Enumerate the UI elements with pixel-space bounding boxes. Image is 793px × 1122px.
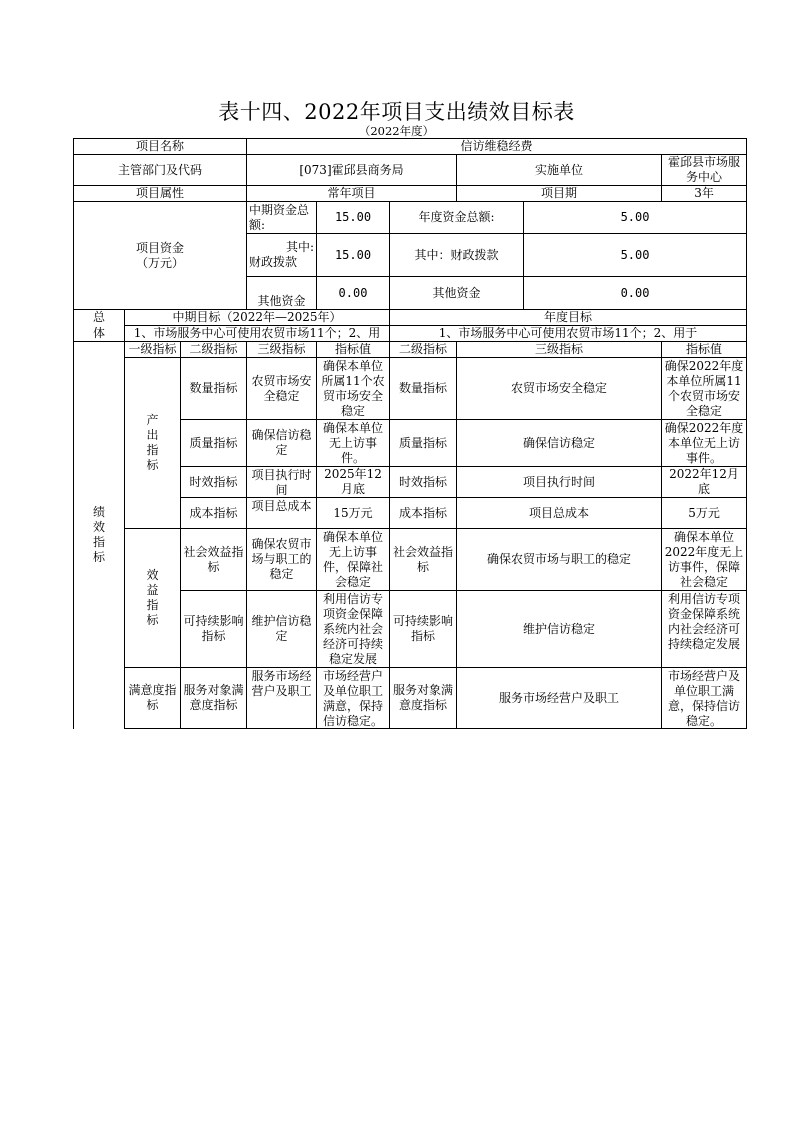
row-indicator-header <box>74 342 747 358</box>
level2-year-cell: 成本指标 <box>390 498 457 529</box>
group-char: 指 <box>146 443 159 457</box>
funds-label <box>74 202 247 310</box>
level3-year-cell: 农贸市场安全稳定 <box>457 358 662 420</box>
group-char: 出 <box>146 428 159 442</box>
mid-goal-text: 1、市场服务中心可使用农贸市场11个；2、用 <box>125 326 390 342</box>
dept-value: [073]霍邱县商务局 <box>247 155 457 186</box>
row-department <box>74 155 747 186</box>
level3-cell: 项目执行时间 <box>247 467 317 498</box>
group-char: 标 <box>146 458 159 472</box>
value-year-cell: 5万元 <box>662 498 747 529</box>
level2-year-cell: 社会效益指标 <box>390 529 457 591</box>
level3-cell: 确保信访稳定 <box>247 420 317 467</box>
group-char: 指 <box>146 598 159 612</box>
impl-unit-label: 实施单位 <box>457 155 662 186</box>
header-level2: 二级指标 <box>181 342 247 358</box>
value-year-cell: 利用信访专项资金保障系统内社会经济可持续稳定发展 <box>662 591 747 668</box>
row-project-name <box>74 139 747 155</box>
group-char: 益 <box>146 583 159 597</box>
header-value-year: 指标值 <box>662 342 747 358</box>
mid-fiscal-label-1: 其中: <box>285 240 314 254</box>
indicators-side-char: 绩 <box>92 505 105 520</box>
table-row <box>74 529 747 591</box>
level2-cell: 数量指标 <box>181 358 247 420</box>
satisfaction-group-label: 满意度指标 <box>125 668 181 729</box>
mid-other-label: 其他资金 <box>247 277 317 310</box>
level2-cell: 成本指标 <box>181 498 247 529</box>
attr-value: 常年项目 <box>247 186 457 202</box>
value-cell: 确保本单位无上访事件。 <box>317 420 390 467</box>
indicators-side-char: 指 <box>92 535 105 550</box>
funds-label-line2: （万元） <box>135 255 184 270</box>
level2-cell: 可持续影响指标 <box>181 591 247 668</box>
value-cell: 市场经营户及单位职工满意，保持信访稳定。 <box>317 668 390 729</box>
group-char: 效 <box>146 568 159 582</box>
level2-cell: 服务对象满意度指标 <box>181 668 247 729</box>
indicators-side-char: 标 <box>92 550 105 565</box>
level3-year-cell: 项目总成本 <box>457 498 662 529</box>
period-label: 项目期 <box>457 186 662 202</box>
goals-side-2: 体 <box>74 326 125 342</box>
row-funds-total <box>74 202 747 234</box>
goals-side-1: 总 <box>74 310 125 326</box>
mid-fiscal-label-2: 财政拨款 <box>249 255 298 269</box>
level2-year-cell: 数量指标 <box>390 358 457 420</box>
header-level1: 一级指标 <box>125 342 181 358</box>
value-year-cell: 市场经营户及单位职工满意，保持信访稳定。 <box>662 668 747 729</box>
page-title: 表十四、2022年项目支出绩效目标表 <box>218 100 575 124</box>
level2-year-cell: 时效指标 <box>390 467 457 498</box>
value-cell: 15万元 <box>317 498 390 529</box>
level2-year-cell: 服务对象满意度指标 <box>390 668 457 729</box>
mid-other-value: 0.00 <box>317 277 390 310</box>
mid-fiscal-label <box>247 234 317 277</box>
level3-cell: 维护信访稳定 <box>247 591 317 668</box>
output-group-label <box>125 358 181 529</box>
year-fiscal-value: 5.00 <box>524 234 747 277</box>
year-other-value: 0.00 <box>524 277 747 310</box>
mid-total-value: 15.00 <box>317 202 390 234</box>
year-total-label: 年度资金总额: <box>390 202 524 234</box>
year-fiscal-label: 其中：财政拨款 <box>390 234 524 277</box>
benefit-group-label <box>125 529 181 668</box>
level3-year-cell: 维护信访稳定 <box>457 591 662 668</box>
year-goal-text: 1、市场服务中心可使用农贸市场11个；2、用于 <box>390 326 747 342</box>
row-goals-header <box>74 310 747 326</box>
indicators-side-label <box>74 342 125 729</box>
value-year-cell: 确保2022年度本单位所属11个农贸市场安全稳定 <box>662 358 747 420</box>
table-row <box>74 358 747 420</box>
header-level3: 三级指标 <box>247 342 317 358</box>
funds-label-line1: 项目资金 <box>135 240 184 255</box>
value-cell: 2025年12月底 <box>317 467 390 498</box>
level3-cell: 农贸市场安全稳定 <box>247 358 317 420</box>
period-value: 3年 <box>662 186 747 202</box>
performance-target-table <box>73 138 747 729</box>
mid-total-label: 中期资金总额: <box>247 202 317 234</box>
header-level2-year: 二级指标 <box>390 342 457 358</box>
level3-year-cell: 确保信访稳定 <box>457 420 662 467</box>
header-value: 指标值 <box>317 342 390 358</box>
value-year-cell: 2022年12月底 <box>662 467 747 498</box>
project-name-value: 信访维稳经费 <box>247 139 747 155</box>
year-total-value: 5.00 <box>524 202 747 234</box>
level2-year-cell: 可持续影响指标 <box>390 591 457 668</box>
attr-label: 项目属性 <box>74 186 247 202</box>
level3-cell: 确保农贸市场与职工的稳定 <box>247 529 317 591</box>
table-row <box>74 668 747 729</box>
level3-year-cell: 确保农贸市场与职工的稳定 <box>457 529 662 591</box>
value-cell: 确保本单位无上访事件，保障社会稳定 <box>317 529 390 591</box>
mid-goal-header: 中期目标（2022年—2025年） <box>125 310 390 326</box>
group-char: 产 <box>146 413 159 427</box>
level3-year-cell: 服务市场经营户及职工 <box>457 668 662 729</box>
impl-unit-value: 霍邱县市场服务中心 <box>662 155 747 186</box>
level2-cell: 社会效益指标 <box>181 529 247 591</box>
indicators-side-char: 效 <box>92 520 105 535</box>
level2-cell: 质量指标 <box>181 420 247 467</box>
group-char: 标 <box>146 613 159 627</box>
value-year-cell: 确保本单位2022年度无上访事件，保障社会稳定 <box>662 529 747 591</box>
project-name-label: 项目名称 <box>74 139 247 155</box>
level3-cell: 服务市场经营户及职工 <box>247 668 317 729</box>
value-cell: 利用信访专项资金保障系统内社会经济可持续稳定发展 <box>317 591 390 668</box>
mid-fiscal-value: 15.00 <box>317 234 390 277</box>
year-other-label: 其他资金 <box>390 277 524 310</box>
level3-year-cell: 项目执行时间 <box>457 467 662 498</box>
dept-label: 主管部门及代码 <box>74 155 247 186</box>
row-goals-text <box>74 326 747 342</box>
header-level3-year: 三级指标 <box>457 342 662 358</box>
level3-cell: 项目总成本 <box>247 498 317 529</box>
page-subtitle: （2022年度） <box>358 124 435 138</box>
value-year-cell: 确保2022年度本单位无上访事件。 <box>662 420 747 467</box>
level2-cell: 时效指标 <box>181 467 247 498</box>
row-attribute <box>74 186 747 202</box>
year-goal-header: 年度目标 <box>390 310 747 326</box>
value-cell: 确保本单位所属11个农贸市场安全稳定 <box>317 358 390 420</box>
level2-year-cell: 质量指标 <box>390 420 457 467</box>
